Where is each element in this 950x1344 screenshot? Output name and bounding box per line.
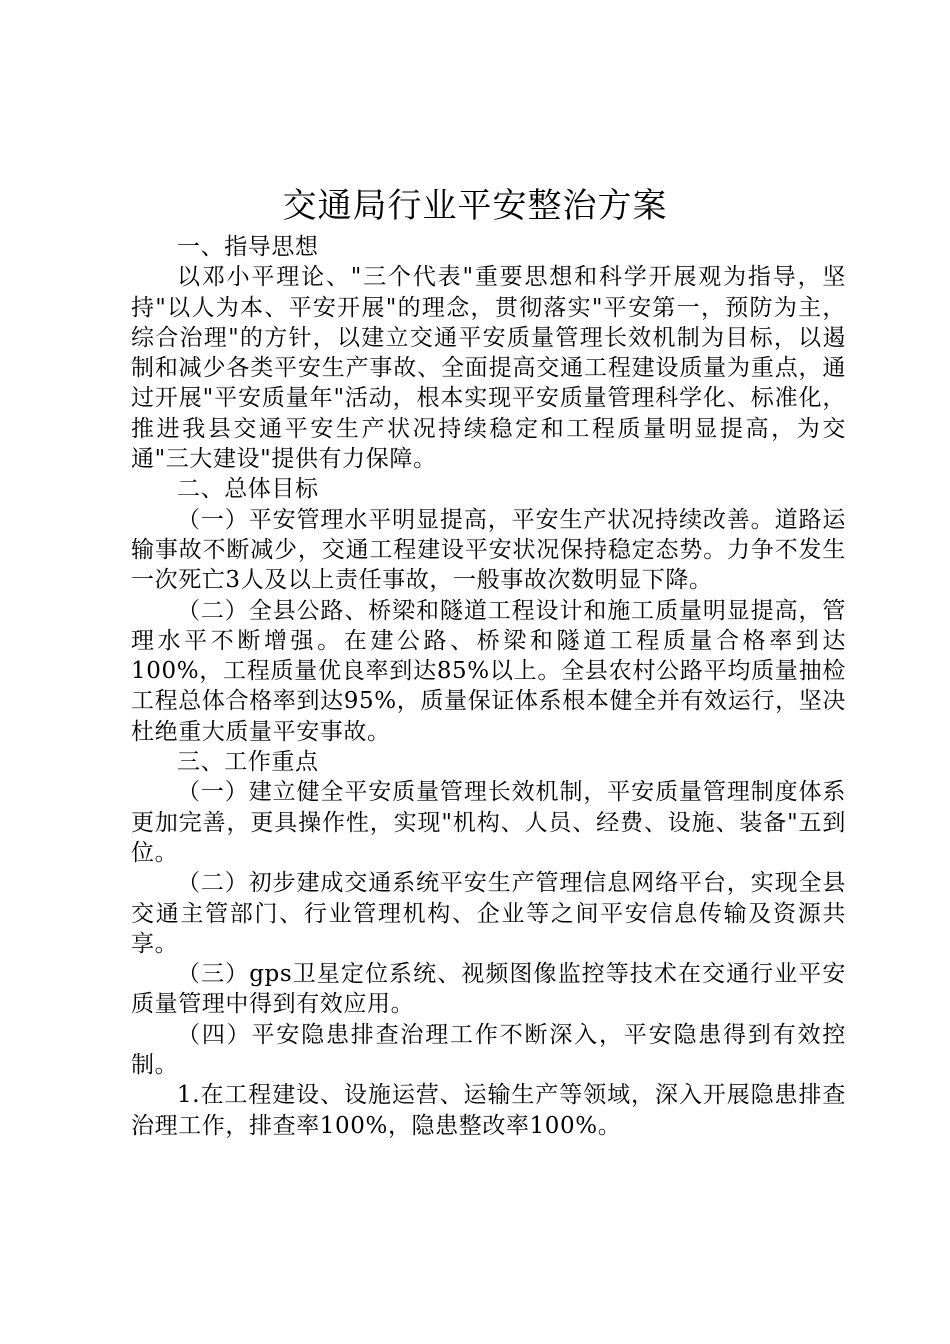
paragraph-focus-3: （三）gps卫星定位系统、视频图像监控等技术在交通行业平安质量管理中得到有效应用。 — [131, 961, 846, 1018]
paragraph-focus-4-item-1: 1.在工程建设、设施运营、运输生产等领域，深入开展隐患排查治理工作，排查率100%，隐患整改率100%。 — [131, 1082, 846, 1139]
paragraph-goal-1: （一）平安管理水平明显提高，平安生产状况持续改善。道路运输事故不断减少，交通工程建设平安状况保持稳定态势。力争不发生一次死亡3人及以上责任事故，一般事故次数明显下降。 — [131, 506, 846, 594]
paragraph-goal-2: （二）全县公路、桥梁和隧道工程设计和施工质量明显提高，管理水平不断增强。在建公路、桥梁和隧道工程质量合格率到达100%，工程质量优良率到达85%以上。全县农村公路平均质量抽检工程总体合格率到达95%，质量保证体系根本健全并有效运行，坚决杜绝重大质量平安事故。 — [131, 597, 846, 745]
document-title: 交通局行业平安整治方案 — [282, 186, 668, 226]
document-body — [131, 232, 846, 1141]
section-heading-overall-goals: 二、总体目标 — [177, 476, 319, 503]
section-heading-guiding-ideology: 一、指导思想 — [177, 234, 319, 260]
paragraph-focus-1: （一）建立健全平安质量管理长效机制，平安质量管理制度体系更加完善，更具操作性，实现"机构、人员、经费、设施、装备"五到位。 — [131, 779, 846, 866]
paragraph-focus-2: （二）初步建成交通系统平安生产管理信息网络平台，实现全县交通主管部门、行业管理机构、企业等之间平安信息传输及资源共享。 — [131, 870, 846, 957]
paragraph-guiding-ideology: 以邓小平理论、"三个代表"重要思想和科学开展观为指导，坚持"以人为本、平安开展"的理念，贯彻落实"平安第一，预防为主，综合治理"的方针，以建立交通平安质量管理长效机制为目标，以遏制和减少各类平安生产事故、全面提高交通工程建设质量为重点，通过开展"平安质量年"活动，根本实现平安质量管理科学化、标准化，推进我县交通平安生产状况持续稳定和工程质量明显提高，为交通"三大建设"提供有力保障。 — [131, 264, 846, 473]
paragraph-focus-4: （四）平安隐患排查治理工作不断深入，平安隐患得到有效控制。 — [131, 1021, 846, 1079]
section-heading-work-focus: 三、工作重点 — [177, 749, 319, 776]
